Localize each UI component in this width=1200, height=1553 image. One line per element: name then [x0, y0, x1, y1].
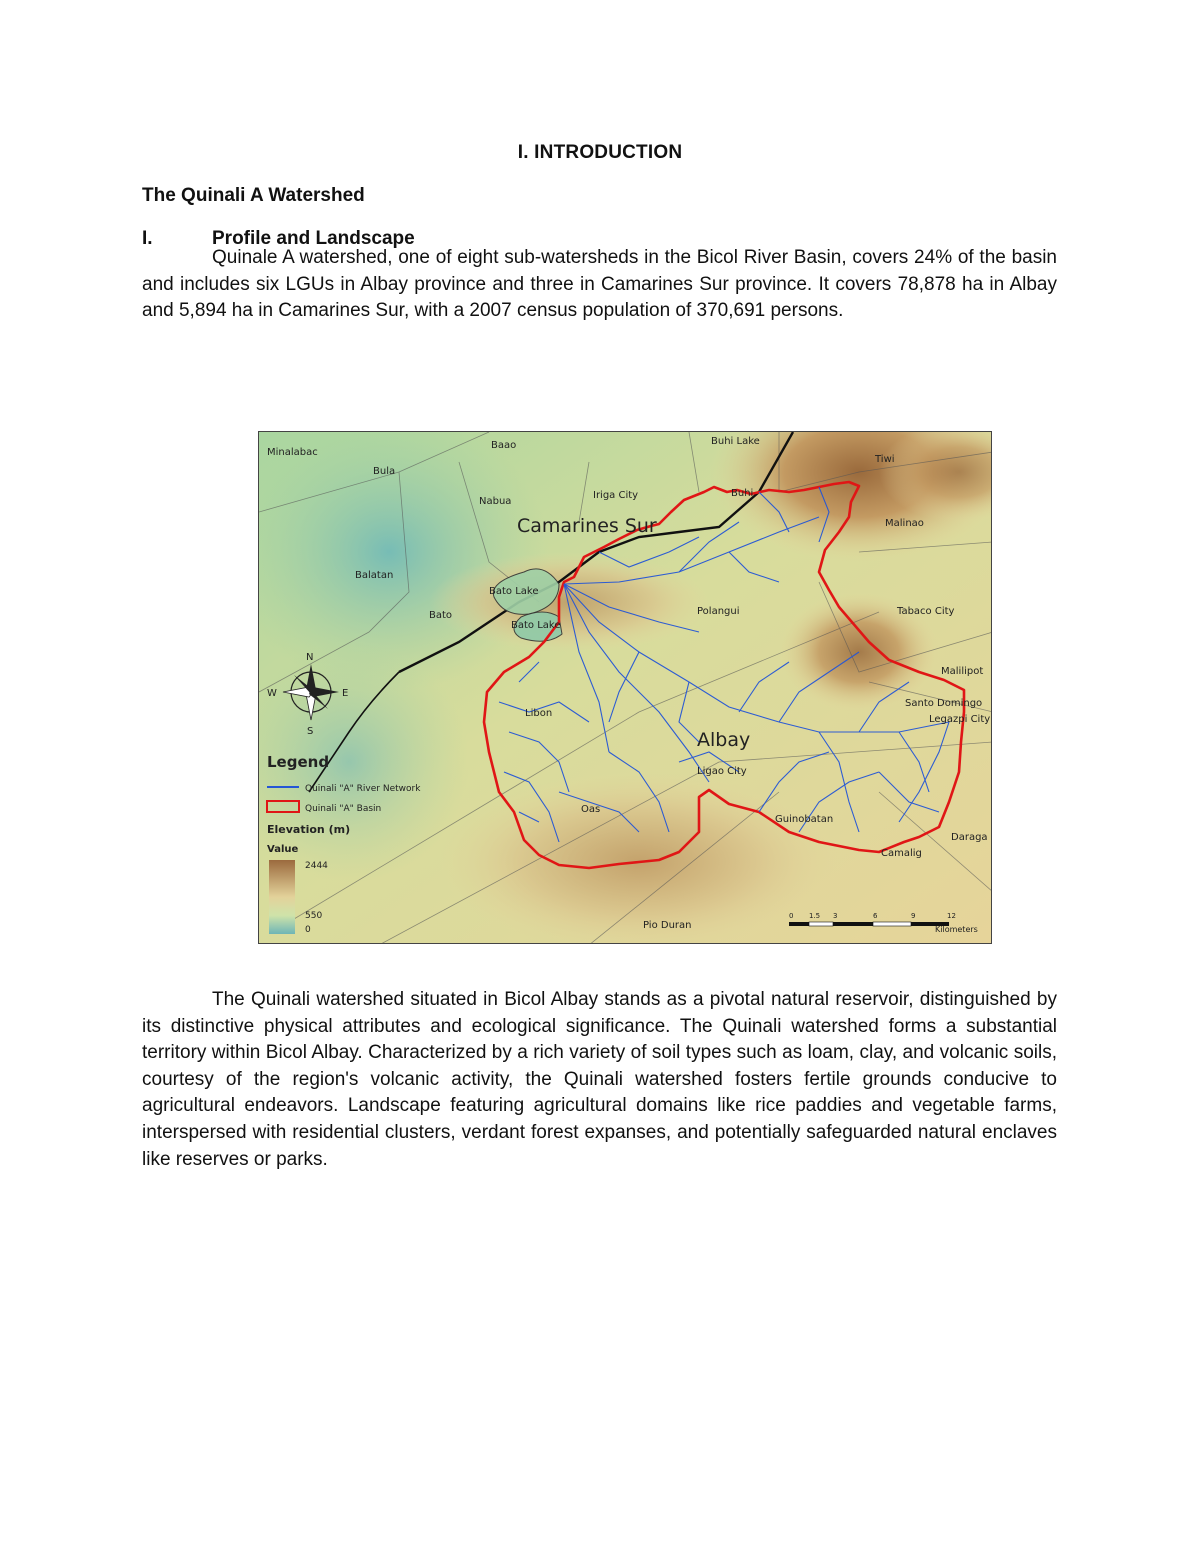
place-label: Ligao City [697, 766, 747, 777]
place-label: Minalabac [267, 447, 318, 458]
place-label: Legazpi City [929, 714, 991, 725]
legend-elevation-title: Elevation (m) [267, 823, 351, 836]
watershed-map-figure [258, 431, 992, 944]
place-label: Tiwi [875, 454, 895, 465]
place-label: Oas [581, 804, 601, 815]
place-label: Malinao [885, 518, 924, 529]
place-label: Buhi Lake [711, 436, 760, 447]
place-label: Nabua [479, 496, 512, 507]
legend-elev-max: 2444 [305, 861, 328, 871]
place-label: Polangui [697, 606, 740, 617]
place-label: Baao [491, 440, 517, 451]
place-label: Bula [373, 466, 396, 477]
scale-unit: Kilometers [935, 925, 978, 934]
scale-tick: 9 [911, 912, 916, 920]
place-label: Balatan [355, 570, 394, 581]
place-label: Tabaco City [897, 606, 955, 617]
place-label: Bato [429, 610, 453, 621]
compass-north: N [306, 652, 314, 663]
legend-value-label: Value [267, 844, 299, 855]
place-label: Buhi [731, 488, 754, 499]
legend-elev-min: 0 [305, 925, 311, 935]
intro-paragraph: Quinale A watershed, one of eight sub-watersheds in the Bicol River Basin, covers 24% of the basin and includes six LGUs in Albay province and three in Camarines Sur province. It covers 78,878 ha in Albay and 5,894 ha in Camarines Sur, with a 2007 census population of 370,691 persons. [142, 247, 1057, 322]
legend-elev-mid: 550 [305, 911, 323, 921]
place-label: Iriga City [593, 490, 639, 501]
place-label: Bato Lake [511, 620, 561, 631]
legend-river-label: Quinali "A" River Network [305, 784, 421, 794]
place-label: Pio Duran [643, 920, 692, 931]
legend-basin-label: Quinali "A" Basin [305, 804, 382, 814]
province-label-camarines-sur: Camarines Sur [517, 515, 657, 537]
hill-area [429, 552, 709, 652]
scale-tick: 1.5 [809, 912, 821, 920]
legend-title: Legend [267, 753, 330, 771]
scale-segment [809, 922, 833, 926]
scale-tick: 0 [789, 912, 794, 920]
elevation-color-ramp [269, 860, 295, 934]
scale-tick: 6 [873, 912, 878, 920]
section-title: Profile and Landscape [212, 228, 415, 249]
place-label: Guinobatan [775, 814, 834, 825]
scale-tick: 3 [833, 912, 838, 920]
section-number: I. [142, 228, 153, 249]
place-label: Daraga [951, 832, 988, 843]
description-paragraph: The Quinali watershed situated in Bicol Albay stands as a pivotal natural reservoir, distinguished by its distinctive physical attributes and ecological significance. The Quinali watershed forms a substantial territory within Bicol Albay. Characterized by a rich variety of soil types such as loam, clay, and volcanic soils, courtesy of the region's volcanic activity, the Quinali watershed fosters fertile grounds conducive to agricultural endeavors. Landscape featuring agricultural domains like rice paddies and vegetable farms, interspersed with residential clusters, verdant forest expanses, and potentially safeguarded natural enclaves like reserves or parks. [142, 989, 1057, 1170]
scale-segment [789, 922, 809, 926]
place-label: Libon [525, 708, 553, 719]
scale-tick: 12 [947, 912, 956, 920]
province-label-albay: Albay [697, 729, 751, 751]
place-label: Santo Domingo [905, 698, 983, 709]
place-label: Bato Lake [489, 586, 539, 597]
scale-segment [873, 922, 911, 926]
compass-east: E [342, 688, 349, 699]
hill-area [439, 772, 839, 944]
watershed-title: The Quinali A Watershed [142, 185, 365, 206]
place-label: Camalig [881, 848, 922, 859]
page-heading: I. INTRODUCTION [517, 142, 683, 163]
compass-west: W [267, 688, 277, 699]
watershed-map [259, 432, 992, 944]
place-label: Malilipot [941, 666, 984, 677]
compass-south: S [307, 726, 314, 737]
scale-segment [833, 922, 873, 926]
